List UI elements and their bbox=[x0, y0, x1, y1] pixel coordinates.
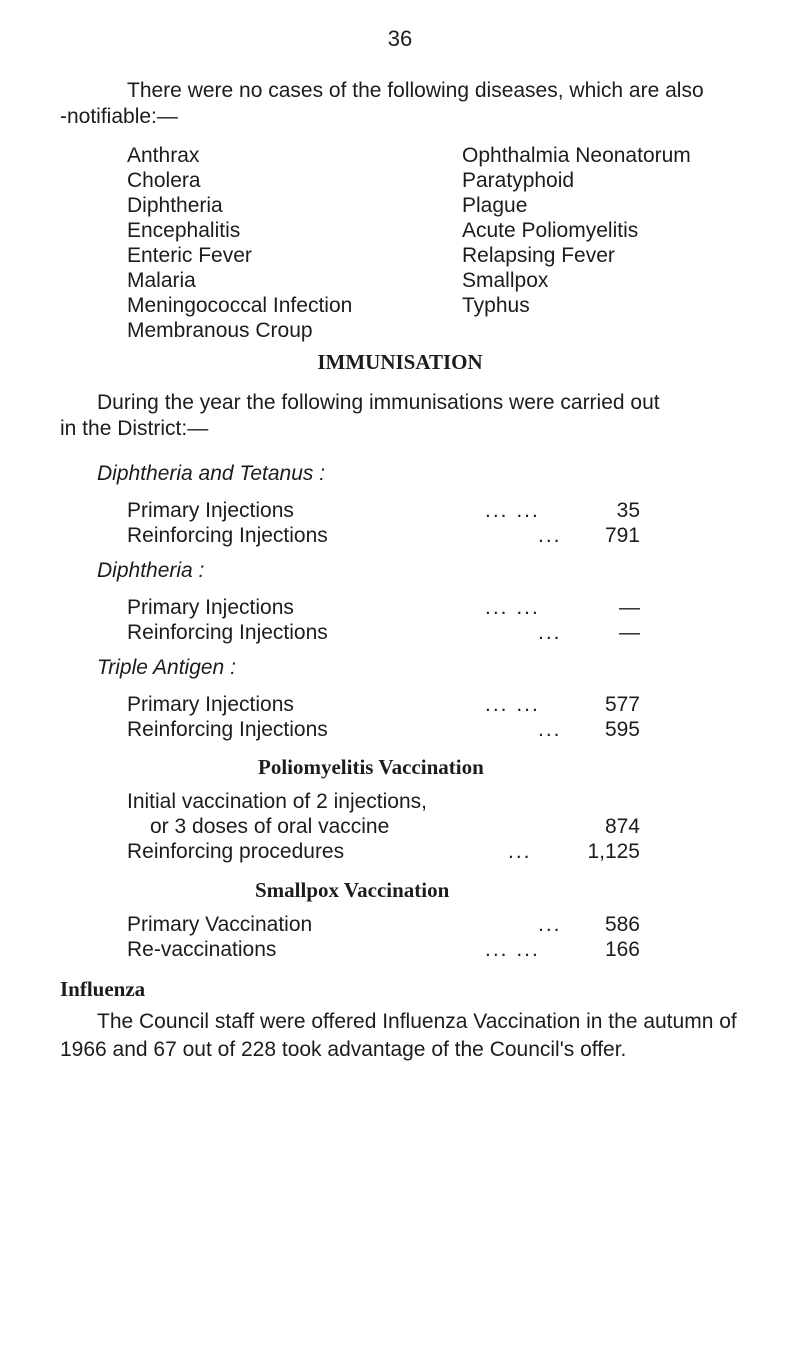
row-label: Primary Injections bbox=[127, 499, 294, 522]
leader-dots: ... bbox=[538, 524, 562, 547]
row-label: Primary Injections bbox=[127, 596, 294, 619]
row-label: Reinforcing Injections bbox=[127, 718, 328, 741]
group-title-diphtheria-tetanus: Diphtheria and Tetanus : bbox=[97, 462, 326, 485]
row-value: 577 bbox=[604, 693, 640, 716]
row-value: 35 bbox=[616, 499, 640, 522]
leader-dots: ... bbox=[538, 621, 562, 644]
influenza-heading: Influenza bbox=[60, 977, 146, 1001]
row-value: — bbox=[619, 596, 640, 619]
intro-line-1: There were no cases of the following diseases, which are also bbox=[127, 79, 704, 102]
leader-dots: ... ... bbox=[485, 499, 540, 522]
disease-item: Cholera bbox=[127, 169, 201, 192]
leader-dots: ... ... bbox=[485, 938, 540, 961]
row-label: Re-vaccinations bbox=[127, 938, 277, 961]
page-number: 36 bbox=[387, 26, 413, 51]
disease-item: Malaria bbox=[127, 269, 196, 292]
disease-item: Typhus bbox=[462, 294, 530, 317]
disease-item: Ophthalmia Neonatorum bbox=[462, 144, 691, 167]
leader-dots: ... bbox=[538, 913, 562, 936]
disease-item: Acute Poliomyelitis bbox=[462, 219, 639, 242]
smallpox-heading: Smallpox Vaccination bbox=[255, 878, 450, 902]
row-value: 791 bbox=[604, 524, 640, 547]
disease-item: Enteric Fever bbox=[127, 244, 252, 267]
leader-dots: ... ... bbox=[485, 596, 540, 619]
disease-item: Paratyphoid bbox=[462, 169, 575, 192]
row-value: 595 bbox=[604, 718, 640, 741]
immunisation-intro-line-2: in the District:— bbox=[60, 417, 209, 440]
leader-dots: ... bbox=[538, 718, 562, 741]
polio-line-3: Reinforcing procedures bbox=[127, 840, 345, 863]
disease-item: Relapsing Fever bbox=[462, 244, 615, 267]
intro-line-2: -notifiable:— bbox=[60, 105, 178, 128]
row-value: 1,125 bbox=[587, 840, 640, 863]
immunisation-heading: IMMUNISATION bbox=[317, 350, 483, 374]
row-label: Primary Injections bbox=[127, 693, 294, 716]
row-value: — bbox=[619, 621, 640, 644]
disease-item: Plague bbox=[462, 194, 528, 217]
row-value: 586 bbox=[604, 913, 640, 936]
row-value: 874 bbox=[604, 815, 640, 838]
row-label: Reinforcing Injections bbox=[127, 621, 328, 644]
disease-item: Encephalitis bbox=[127, 219, 241, 242]
polio-line-1: Initial vaccination of 2 injections, bbox=[127, 790, 427, 813]
leader-dots: ... ... bbox=[485, 693, 540, 716]
group-title-triple-antigen: Triple Antigen : bbox=[97, 656, 236, 679]
polio-heading: Poliomyelitis Vaccination bbox=[258, 755, 484, 779]
influenza-paragraph: The Council staff were offered Influenza Vaccination in the autumn of 1966 and 67 out of 228 took advantage of the Council's offer. bbox=[60, 1010, 737, 1061]
disease-item: Diphtheria bbox=[127, 194, 223, 217]
disease-item: Membranous Croup bbox=[127, 319, 313, 342]
group-title-diphtheria: Diphtheria : bbox=[97, 559, 205, 582]
polio-line-2: or 3 doses of oral vaccine bbox=[150, 815, 390, 838]
disease-item: Meningococcal Infection bbox=[127, 294, 353, 317]
row-label: Reinforcing Injections bbox=[127, 524, 328, 547]
row-value: 166 bbox=[604, 938, 640, 961]
immunisation-intro-line-1: During the year the following immunisations were carried out bbox=[97, 391, 660, 414]
disease-item: Smallpox bbox=[462, 269, 549, 292]
row-label: Primary Vaccination bbox=[127, 913, 313, 936]
leader-dots: ... bbox=[508, 840, 532, 863]
disease-item: Anthrax bbox=[127, 144, 200, 167]
